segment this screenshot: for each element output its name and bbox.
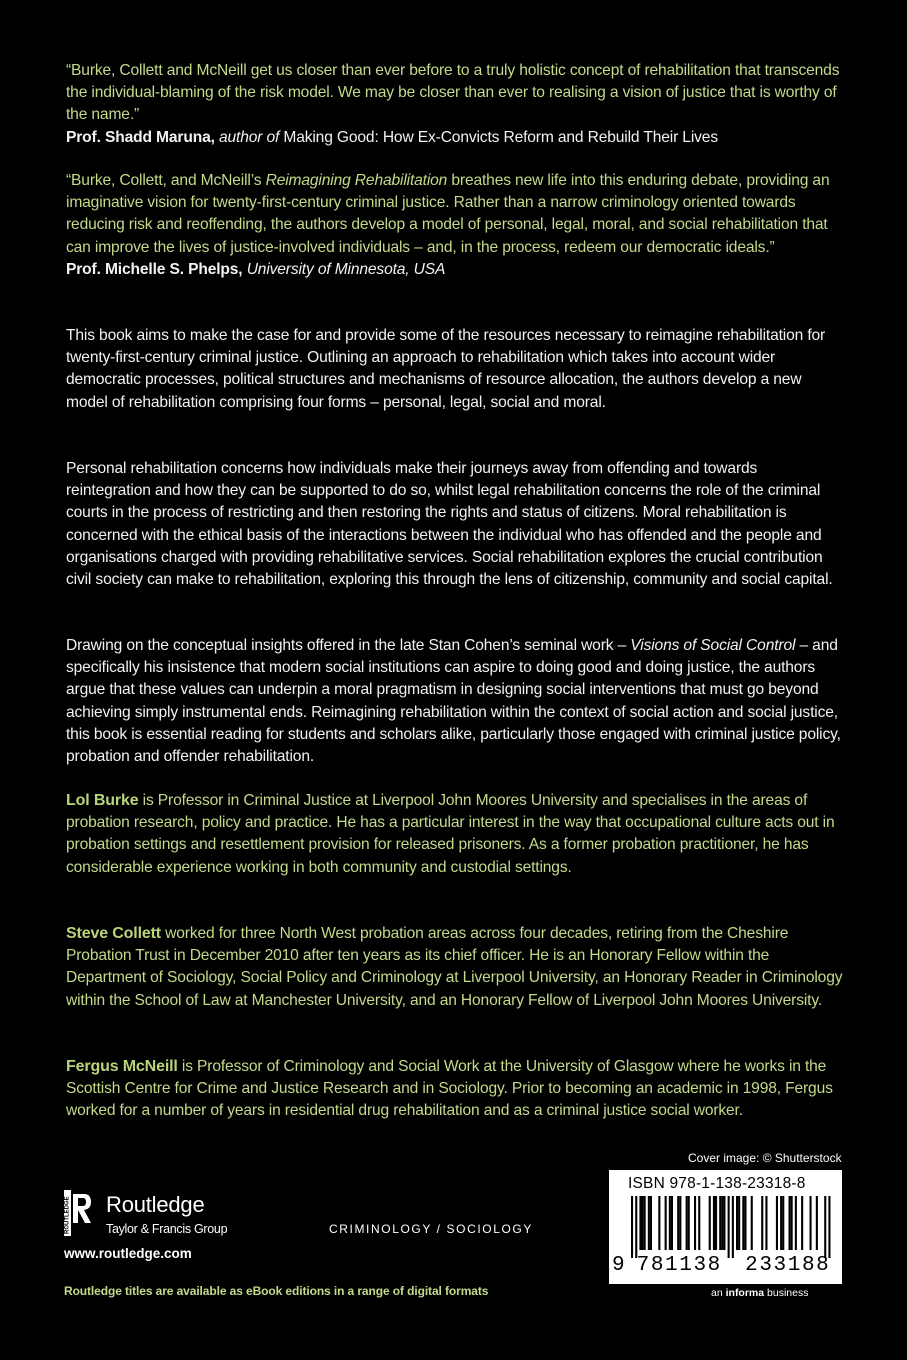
barcode-bar: [719, 1196, 721, 1250]
publisher-group: Taylor & Francis Group: [106, 1222, 228, 1236]
review-quote-1: [66, 60, 846, 149]
logo-vertical-text: ROUTLEDGE: [64, 1196, 71, 1234]
cover-image-credit: Cover image: © Shutterstock: [688, 1151, 842, 1165]
description-paragraph-3: [66, 635, 846, 768]
barcode-bar: [791, 1196, 793, 1250]
barcode-bar: [782, 1196, 784, 1250]
barcode-bar: [644, 1196, 646, 1250]
barcode-bar: [795, 1196, 797, 1250]
publisher-website-link[interactable]: www.routledge.com: [64, 1246, 192, 1261]
author-name: Steve Collett: [66, 925, 161, 942]
barcode-bar: [639, 1196, 641, 1250]
barcode-bars: [619, 1196, 832, 1258]
barcode-bar: [810, 1196, 812, 1250]
barcode-group-1: 781138: [636, 1254, 722, 1277]
barcode-bar: [761, 1196, 763, 1250]
barcode-bar: [665, 1196, 667, 1250]
para3-title: Visions of Social Control: [630, 637, 796, 654]
author-bio-text: is Professor in Criminal Justice at Liverpool John Moores University and specialises in the areas of probation research, policy and practice. He has a particular interest in the way that occupational culture acts out in probation settings and resettlement provision for released prisoners. As a former probation practitioner, he has considerable experience working in both community and custodial settings.: [66, 792, 835, 876]
quote-book-title: Reimagining Rehabilitation: [265, 172, 448, 189]
para3-before: Drawing on the conceptual insights offered in the late Stan Cohen’s seminal work –: [66, 637, 631, 654]
barcode-bar: [686, 1196, 688, 1250]
author-bio-text: worked for three North West probation areas across four decades, retiring from the Cheshire Probation Trust in December 2010 after ten years as its chief officer. He is an Honorary Fellow within the Department of Sociology, Social Policy and Criminology at Liverpool University, an Honorary Reader in Criminology within the School of Law at Manchester University, and an Honorary Fellow of Liverpool John Moores University.: [66, 925, 843, 1009]
barcode-bar: [744, 1196, 746, 1250]
barcode-bar: [635, 1196, 637, 1258]
barcode-bar: [658, 1196, 660, 1250]
barcode-bar: [816, 1196, 818, 1250]
barcode-bar: [765, 1196, 767, 1250]
para3-after: – and specifically his insistence that modern social institutions can aspire to doing good and doing justice, the authors argue that these values can underpin a moral pragmatism in designing social interventions that must go beyond achieving simply instrumental ends. Reimagining rehabilitation within the context of social action and social justice, this book is essential reading for students and scholars alike, particularly those engaged with criminal justice policy, probation and offender rehabilitation.: [66, 637, 841, 766]
barcode-bar: [721, 1196, 723, 1250]
barcode-bar: [677, 1196, 679, 1250]
publisher-name: Routledge: [106, 1192, 205, 1217]
barcode-bar: [742, 1196, 744, 1250]
barcode-bar: [728, 1196, 730, 1258]
informa-suffix: business: [764, 1287, 809, 1299]
quote-text-after: breathes new life into this enduring debate, providing an imaginative vision for twenty-first-century criminal justice. Rather than a narrow criminology oriented towards reducing risk and reoffending, the authors develop a model of personal, legal, moral, and social rehabilitation that can improve the lives of justice-involved individuals – and, in the process, redeem our democratic ideals.”: [66, 172, 830, 256]
ebook-availability-note: Routledge titles are available as eBook editions in a range of digital formats: [64, 1284, 489, 1298]
isbn-barcode: [609, 1170, 842, 1284]
quote-affiliation: University of Minnesota, USA: [246, 260, 446, 278]
barcode-bar: [669, 1196, 671, 1250]
author-bio-text: is Professor of Criminology and Social Work at the University of Glasgow where he works in the Scottish Centre for Crime and Justice Research and in Sociology. Prior to becoming an academic in 1998, Fergus worked for a number of years in residential drug rehabilitation and as a criminal justice social worker.: [66, 1058, 833, 1120]
quote-author: Prof. Shadd Maruna,: [66, 128, 215, 146]
informa-brand: informa: [725, 1287, 765, 1299]
barcode-bar: [648, 1196, 650, 1250]
barcode-bar: [709, 1196, 711, 1250]
barcode-bar: [780, 1196, 782, 1250]
barcode-bar: [751, 1196, 753, 1250]
barcode-bar: [723, 1196, 725, 1250]
barcode-bar: [688, 1196, 690, 1250]
description-paragraph-2: Personal rehabilitation concerns how individuals make their journeys away from offending and towards reintegration and how they can be supported to do so, whilst legal rehabilitation concerns the role of the criminal courts in the process of restricting and then restoring the rights and status of citizens. Moral rehabilitation is concerned with the ethical basis of the interactions between the individual who has offended and the people and organisations charged with providing rehabilitative services. Social rehabilitation explores the crucial contribution civil society can make to rehabilitation, exploring this through the lens of citizenship, community and social capital.: [66, 460, 833, 589]
author-bio-collett: [66, 923, 846, 1012]
barcode-bar: [715, 1196, 717, 1250]
barcode-group-2: 233188: [745, 1254, 831, 1277]
barcode-bar: [698, 1196, 700, 1250]
description-paragraph-1: This book aims to make the case for and provide some of the resources necessary to reimagine rehabilitation for twenty-first-century criminal justice. Outlining an approach to rehabilitation which takes into account wider democratic processes, political structures and mechanisms of resource allocation, the authors develop a new model of rehabilitation comprising four forms – personal, legal, social and moral.: [66, 327, 826, 411]
barcode-bar: [736, 1196, 738, 1250]
review-quote-2: [66, 170, 846, 281]
barcode-bar: [642, 1196, 644, 1250]
barcode-digits: [609, 1254, 842, 1277]
author-name: Lol Burke: [66, 792, 139, 809]
barcode-bar: [801, 1196, 803, 1250]
barcode-bar: [789, 1196, 791, 1250]
barcode-bar: [631, 1196, 633, 1258]
barcode-bar: [694, 1196, 696, 1250]
informa-business-tag: [711, 1287, 808, 1299]
informa-prefix: an: [711, 1287, 726, 1299]
author-bio-burke: [66, 790, 846, 879]
quote-affiliation-prefix: author of: [218, 128, 280, 146]
quote-text-before: “Burke, Collett, and McNeill’s: [66, 172, 266, 189]
barcode-bar: [824, 1196, 826, 1258]
barcode-bar: [828, 1196, 830, 1258]
barcode-bar: [650, 1196, 652, 1250]
routledge-logo-icon: [64, 1190, 92, 1236]
barcode-bar: [776, 1196, 778, 1250]
barcode-bar: [713, 1196, 715, 1250]
author-bio-mcneill: [66, 1056, 846, 1123]
isbn-label: ISBN 978-1-138-23318-8: [628, 1175, 806, 1192]
subject-category: CRIMINOLOGY / SOCIOLOGY: [329, 1222, 533, 1236]
barcode-bar: [671, 1196, 673, 1250]
quote-affiliation: Making Good: How Ex-Convicts Reform and Rebuild Their Lives: [283, 128, 718, 146]
barcode-bar: [732, 1196, 734, 1258]
barcode-lead-digit: 9: [612, 1254, 625, 1277]
barcode-bar: [738, 1196, 740, 1250]
author-name: Fergus McNeill: [66, 1058, 178, 1075]
barcode-bar: [679, 1196, 681, 1250]
quote-author: Prof. Michelle S. Phelps,: [66, 260, 243, 278]
quote-text: “Burke, Collett and McNeill get us closer than ever before to a truly holistic concept of rehabilitation that transcends the individual-blaming of the risk model. We may be closer than ever to realising a vision of justice that is worthy of the name.”: [66, 62, 840, 124]
